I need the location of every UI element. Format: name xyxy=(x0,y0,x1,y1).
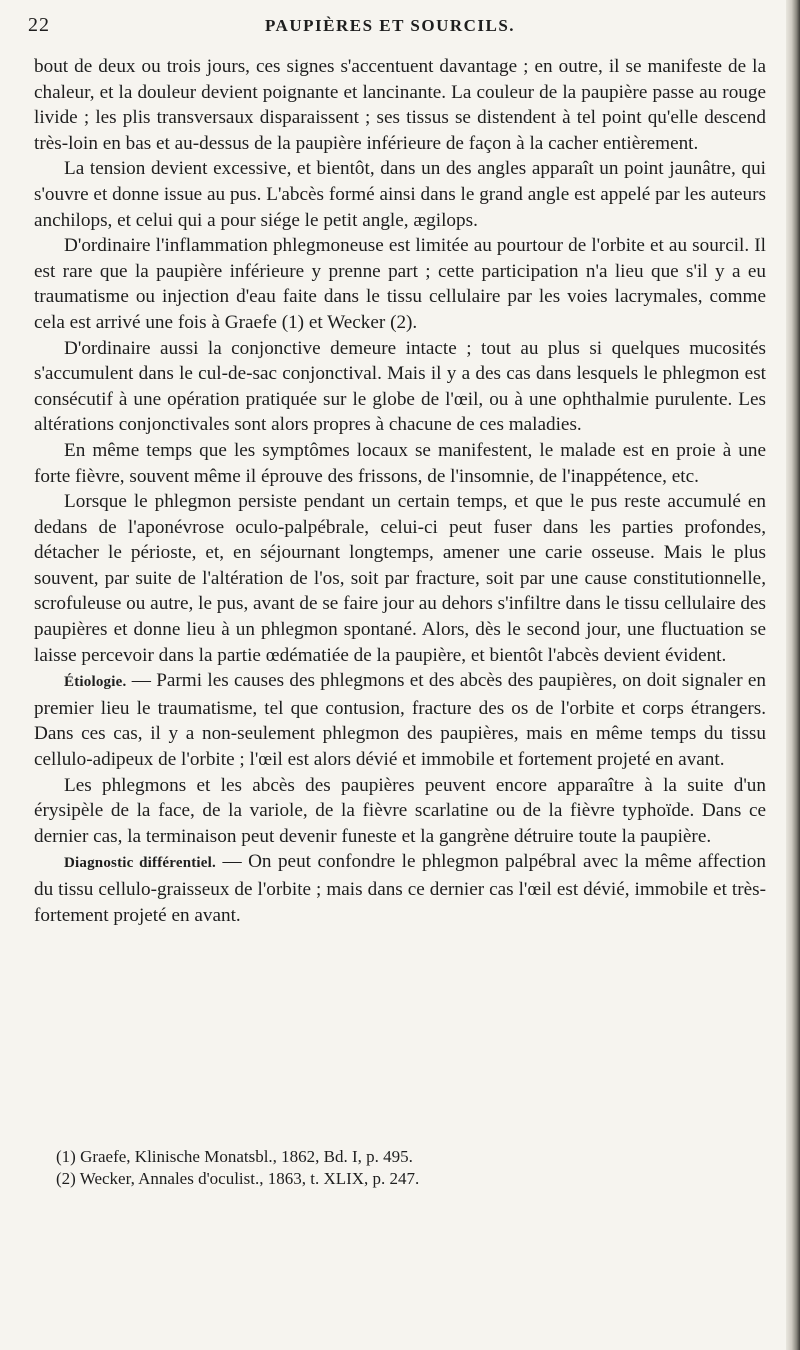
paragraph: La tension devient excessive, et bientôt, dans un des angles apparaît un point jaunâtre, qui s'ouvre et donne issue au pus. L'abcès formé ainsi dans le grand angle est appelé par les auteurs anchilops, et celui qui a pour siége le petit angle, ægilops. xyxy=(34,158,766,231)
paragraph: D'ordinaire aussi la conjonctive demeure intacte ; tout au plus si quelques mucosités s'accumulent dans le cul-de-sac conjonctival. Mais il y a des cas dans lesquels le phlegmon est consécutif à une opération pratiquée sur le globe de l'œil, ou à une ophthalmie purulente. Les altérations conjonctivales sont alors propres à chacune de ces maladies. xyxy=(34,337,766,436)
footnote-2: (2) Wecker, Annales d'oculist., 1863, t. XLIX, p. 247. xyxy=(56,1169,420,1188)
section-lead-diagnostic: Diagnostic différentiel. xyxy=(64,855,216,872)
paragraph: En même temps que les symptômes locaux se manifestent, le malade est en proie à une forte fièvre, souvent même il éprouve des frissons, de l'insomnie, de l'inappétence, etc. xyxy=(34,439,766,487)
paragraph: Les phlegmons et les abcès des paupières peuvent encore apparaître à la suite d'un érysipèle de la face, de la variole, de la fièvre scarlatine ou de la fièvre typhoïde. Dans ce dernier cas, la terminaison peut devenir funeste et la gangrène détruire toute la paupière. xyxy=(34,774,766,847)
paragraph: bout de deux ou trois jours, ces signes s'accentuent davantage ; en outre, il se manifeste de la chaleur, et la douleur devient poignante et lancinante. La couleur de la paupière passe au rouge livide ; les plis transversaux disparaissent ; ses tissus se distendent à tel point qu'elle descend très-loin en bas et au-dessus de la paupière inférieure de façon à la cacher entièrement. xyxy=(34,56,766,154)
paragraph xyxy=(34,849,766,928)
paragraph-text: Lorsque le phlegmon persiste pendant un certain temps, et que le pus reste accumulé en dedans de l'aponévrose oculo-palpébrale, celui-ci peut fuser dans les parties profondes, détacher le périoste, et, en séjournant longtemps, amener une carie osseuse. Mais le plus souvent, par suite de l'altération de l'os, soit par fracture, soit par une cause constitutionnelle, scrofuleuse ou autre, le pus, avant de se faire jour au dehors s'infiltre dans le tissu cellulaire des paupières et donne lieu à un phlegmon spontané. Alors, dès le second jour, une fluctuation se laisse percevoir dans la partie œdématiée de la paupière, et bientôt l'abcès devient évident. xyxy=(34,491,766,666)
paragraph: D'ordinaire l'inflammation phlegmoneuse est limitée au pourtour de l'orbite et au sourcil. Il est rare que la paupière inférieure y prenne part ; cette participation n'a lieu que s'il y a eu traumatisme ou injection d'eau faite dans le tissu cellulaire par les voies lacrymales, comme cela est arrivé une fois à Graefe (1) et Wecker (2). xyxy=(34,235,766,333)
body-text xyxy=(34,54,766,928)
page-number: 22 xyxy=(28,14,50,36)
section-lead-etiologie: Étiologie. xyxy=(64,674,127,691)
paragraph xyxy=(34,489,766,668)
page-edge-shadow xyxy=(786,0,800,1350)
footnote-1: (1) Graefe, Klinische Monatsbl., 1862, Bd. I, p. 495. xyxy=(56,1147,413,1166)
running-head: PAUPIÈRES ET SOURCILS. xyxy=(264,16,516,35)
paragraph-text: — Parmi les causes des phlegmons et des abcès des paupières, on doit signaler en premier lieu le traumatisme, tel que contusion, fracture des os de l'orbite et corps étrangers. Dans ces cas, il y a non-seulement phlegmon des paupières, mais en même temps du tissu cellulo-adipeux de l'orbite ; l'œil est alors dévié et immobile et fortement projeté en avant. xyxy=(34,670,766,771)
footnotes xyxy=(56,1146,756,1190)
paragraph-text: — On peut confondre le phlegmon palpébral avec la même affection du tissu cellulo-graisseux de l'orbite ; mais dans ce dernier cas l'œil est dévié, immobile et très-fortement projeté en avant. xyxy=(34,851,766,926)
paragraph xyxy=(34,668,766,772)
page-header xyxy=(0,14,780,44)
